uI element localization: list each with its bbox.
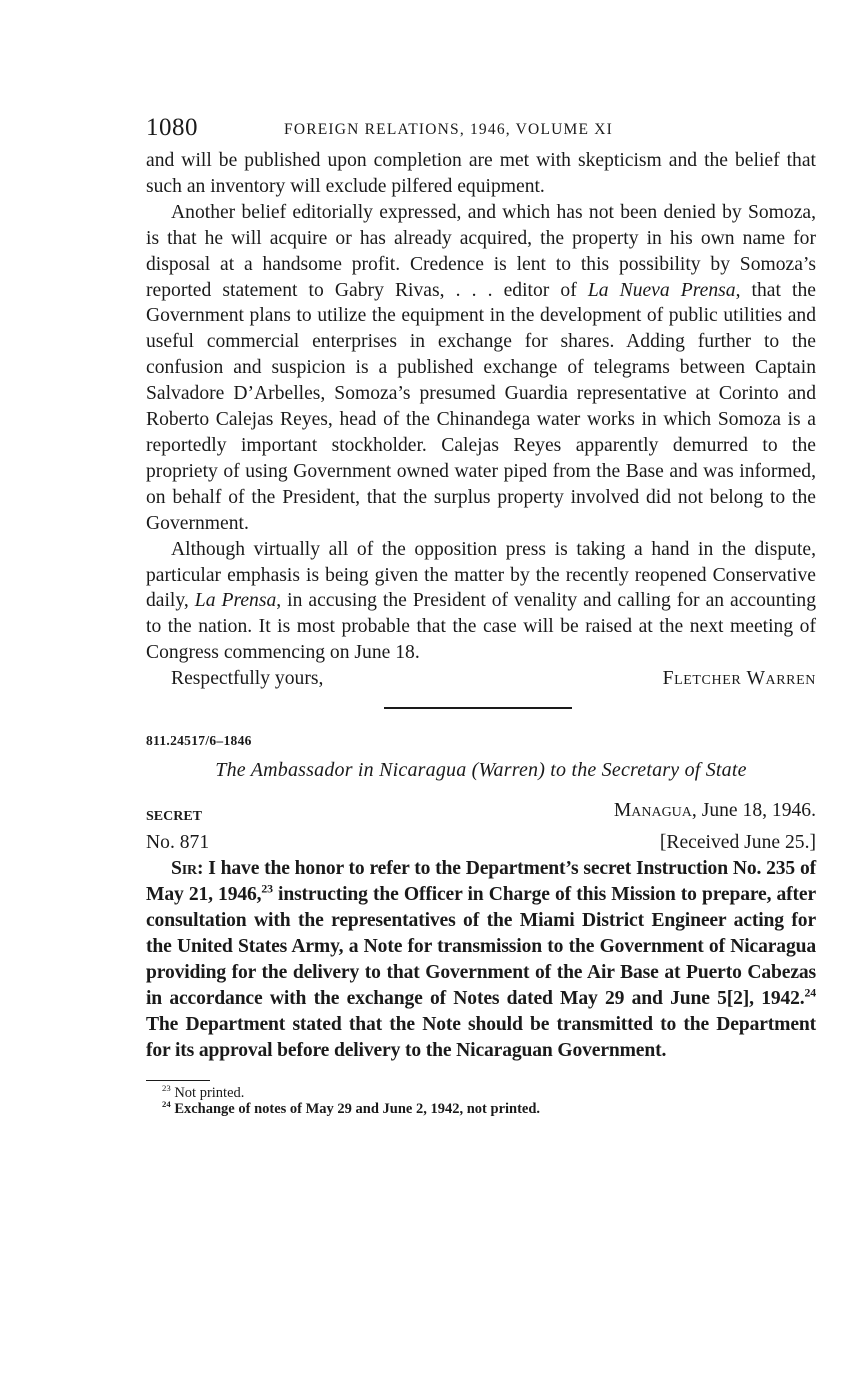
signature-block bbox=[146, 666, 816, 692]
page-number: 1080 bbox=[146, 114, 198, 141]
place-date: Managua, June 18, 1946. bbox=[613, 800, 816, 822]
running-head bbox=[146, 112, 816, 148]
footnote-ref: 23 bbox=[261, 882, 273, 896]
document-title: The Ambassador in Nicaragua (Warren) to the Secretary of State bbox=[215, 759, 747, 782]
received-date: [Received June 25.] bbox=[659, 832, 816, 854]
footnote-divider bbox=[146, 1080, 210, 1081]
despatch-body bbox=[146, 856, 816, 1064]
paragraph-despatch: Sir: I have the honor to refer to the Department’s secret Instruction No. 235 of May 21, 1946,23 instructing the Officer in Charge of this Mission to prepare, after consultation with the representatives of the Miami District Engineer acting for the United States Army, a Note for transmission to the Government of Nicaragua providing for the delivery to that Government of the Air Base at Puerto Cabezas in accordance with the exchange of Notes dated May 29 and June 5[2], 1942.24 The Department stated that the Note should be transmitted to the Department for its approval before delivery to the Nicaraguan Government. bbox=[146, 858, 817, 1062]
place: Managua, bbox=[613, 800, 697, 822]
salutation: Sir bbox=[171, 858, 198, 880]
classification: SECRET bbox=[146, 809, 203, 825]
classification-row bbox=[146, 798, 816, 830]
document-page bbox=[146, 112, 816, 1117]
newspaper-name: La Prensa bbox=[194, 590, 277, 612]
section-divider bbox=[384, 707, 572, 709]
running-title: FOREIGN RELATIONS, 1946, VOLUME XI bbox=[284, 121, 613, 138]
footnote-ref: 24 bbox=[804, 986, 816, 1000]
footnote: $^{23}$ Not printed. bbox=[162, 1083, 245, 1102]
signer-name: Fletcher Warren bbox=[662, 668, 816, 690]
paragraph-editorial-belief: Another belief editorially expressed, and which has not been denied by Somoza, is that he will acquire or has already acquired, the property in his own name for disposal at a handsome profit. Credence is lent to this possibility by Somoza’s reported statement to Gabry Rivas, . . . editor of La Nueva Prensa, that the Government plans to utilize the equipment in the development of public utilities and useful commercial enterprises in exchange for shares. Adding further to the confusion and suspicion is a published exchange of telegrams between Captain Salvadore D’Arbelles, Somoza’s presumed Guardia representative at Corinto and Roberto Calejas Reyes, head of the Chinandega water works in which Somoza is a reportedly important stockholder. Calejas Reyes apparently demurred to the propriety of using Government owned water piped from the Base and was informed, on behalf of the President, that the surplus property involved did not belong to the Government. bbox=[146, 201, 816, 534]
paragraph-opposition-press: Although virtually all of the opposition press is taking a hand in the dispute, particular emphasis is being given the matter by the recently reopened Conservative daily, La Prensa, in accusing the President of venality and calling for an accounting to the nation. It is most probable that the case will be raised at the next meeting of Congress commencing on June 18. bbox=[146, 538, 817, 664]
newspaper-name: La Nueva Prensa bbox=[587, 279, 736, 301]
despatch-number: No. 871 bbox=[146, 832, 210, 854]
closing: Respectfully yours, bbox=[171, 668, 324, 690]
number-row bbox=[146, 830, 816, 856]
paragraph-continued: and will be published upon completion are met with skepticism and the belief that such an inventory will exclude pilfered equipment. bbox=[146, 150, 816, 197]
footnote: $^{24}$ Exchange of notes of May 29 and June 2, 1942, not printed. bbox=[162, 1099, 541, 1118]
file-number: 811.24517/6–1846 bbox=[146, 733, 252, 749]
